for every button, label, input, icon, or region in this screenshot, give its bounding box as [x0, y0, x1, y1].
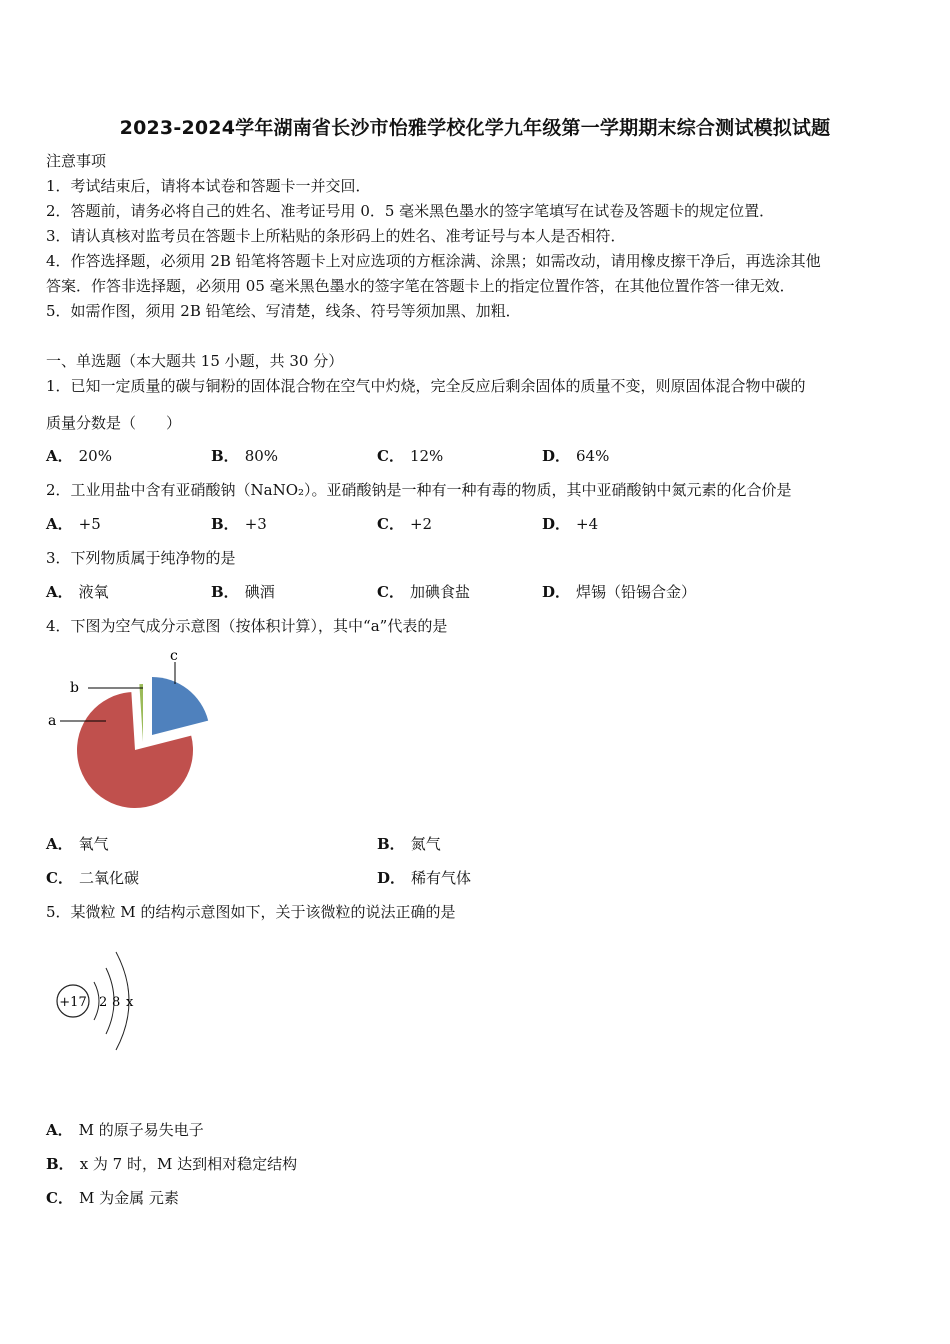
option-label: D． — [542, 447, 571, 465]
option-label: A． — [46, 515, 73, 533]
option-label: B． — [211, 447, 239, 465]
option-text: 氧气 — [78, 835, 109, 853]
option-label: A． — [46, 447, 73, 465]
option-text: 12% — [409, 447, 444, 465]
q1-option-a[interactable] — [46, 446, 112, 466]
option-label: D． — [377, 869, 406, 887]
shell-electrons: 8 — [112, 995, 121, 1010]
option-text: 20% — [78, 447, 112, 465]
label-c: c — [170, 648, 178, 664]
nucleus-charge: +17 — [59, 995, 87, 1010]
option-label: C． — [46, 1189, 73, 1207]
q2-option-b[interactable] — [211, 514, 267, 534]
option-text: +5 — [78, 515, 101, 533]
label-b: b — [70, 680, 79, 696]
option-label: C． — [377, 515, 404, 533]
option-text: 64% — [576, 447, 610, 465]
question-3-text: 3．下列物质属于纯净物的是 — [46, 549, 236, 567]
option-text: 液氧 — [78, 583, 109, 601]
option-label: C． — [377, 447, 404, 465]
notice-item: 答案．作答非选择题，必须用 05 毫米黑色墨水的签字笔在答题卡上的指定位置作答，在其他位置作答一律无效． — [46, 277, 795, 295]
q1-option-c[interactable] — [377, 446, 443, 466]
q4-option-d[interactable] — [377, 868, 471, 888]
option-text: 80% — [244, 447, 279, 465]
shell-electrons: x — [126, 995, 134, 1010]
option-text: M 的原子易失电子 — [78, 1121, 204, 1139]
q5-option-c[interactable] — [46, 1188, 179, 1208]
q2-option-c[interactable] — [377, 514, 432, 534]
question-2-text: 2．工业用盐中含有亚硝酸钠（NaNO₂）。亚硝酸钠是一种有一种有毒的物质，其中亚硝酸钠中氮元素的化合价是 — [46, 481, 792, 499]
option-text: +4 — [576, 515, 599, 533]
option-text: 氮气 — [410, 835, 441, 853]
q2-option-a[interactable] — [46, 514, 101, 534]
notice-item: 2．答题前，请务必将自己的姓名、准考证号用 0．5 毫米黑色墨水的签字笔填写在试卷及答题卡的规定位置． — [46, 202, 775, 220]
page-title: 2023-2024学年湖南省长沙市怡雅学校化学九年级第一学期期末综合测试模拟试题 — [119, 117, 831, 139]
section-heading: 一、单选题（本大题共 15 小题，共 30 分） — [46, 352, 344, 370]
option-label: D． — [542, 583, 571, 601]
q1-option-b[interactable] — [211, 446, 278, 466]
notice-item: 1．考试结束后，请将本试卷和答题卡一并交回． — [46, 177, 371, 195]
q3-option-a[interactable] — [46, 582, 109, 602]
question-1-text-cont: 质量分数是（ ） — [46, 414, 182, 432]
atomic-structure-diagram — [50, 940, 150, 1060]
shell-electrons: 2 — [99, 995, 108, 1010]
q3-option-c[interactable] — [377, 582, 470, 602]
option-label: B． — [211, 515, 239, 533]
question-1-text: 1．已知一定质量的碳与铜粉的固体混合物在空气中灼烧，完全反应后剩余固体的质量不变，则原固体混合物中碳的 — [46, 377, 806, 395]
option-text: +2 — [409, 515, 433, 533]
q1-option-d[interactable] — [542, 446, 609, 466]
air-composition-pie-chart — [40, 640, 240, 820]
q5-option-b[interactable] — [46, 1154, 297, 1174]
option-label: A． — [46, 835, 73, 853]
option-label: B． — [377, 835, 405, 853]
option-label: B． — [46, 1155, 74, 1173]
option-label: A． — [46, 583, 73, 601]
q2-option-d[interactable] — [542, 514, 598, 534]
notice-item: 3．请认真核对监考员在答题卡上所粘贴的条形码上的姓名、准考证号与本人是否相符． — [46, 227, 626, 245]
option-label: D． — [542, 515, 571, 533]
option-text: 加碘食盐 — [409, 583, 470, 601]
option-text: 焊锡（铅锡合金） — [576, 583, 697, 601]
q4-option-b[interactable] — [377, 834, 441, 854]
notice-heading: 注意事项 — [46, 152, 107, 170]
option-text: x 为 7 时，M 达到相对稳定结构 — [79, 1155, 298, 1173]
q3-option-b[interactable] — [211, 582, 275, 602]
q3-option-d[interactable] — [542, 582, 696, 602]
q4-option-c[interactable] — [46, 868, 139, 888]
question-5-text: 5．某微粒 M 的结构示意图如下，关于该微粒的说法正确的是 — [46, 903, 456, 921]
option-label: C． — [377, 583, 404, 601]
pie-slice-c — [152, 677, 208, 735]
option-text: 碘酒 — [244, 583, 275, 601]
notice-item: 4．作答选择题，必须用 2B 铅笔将答题卡上对应选项的方框涂满、涂黑；如需改动，请用橡皮擦干净后，再选涂其他 — [46, 252, 821, 270]
q4-option-a[interactable] — [46, 834, 109, 854]
option-text: M 为金属 元素 — [78, 1189, 179, 1207]
option-text: +3 — [244, 515, 267, 533]
option-text: 稀有气体 — [411, 869, 472, 887]
pie-slice-b — [139, 684, 143, 742]
option-label: A． — [46, 1121, 73, 1139]
option-text: 二氧化碳 — [78, 869, 139, 887]
q5-option-a[interactable] — [46, 1120, 204, 1140]
option-label: C． — [46, 869, 73, 887]
question-4-text: 4．下图为空气成分示意图（按体积计算），其中“a”代表的是 — [46, 617, 448, 635]
notice-item: 5．如需作图，须用 2B 铅笔绘、写清楚，线条、符号等须加黑、加粗． — [46, 302, 521, 320]
label-a: a — [48, 713, 57, 729]
option-label: B． — [211, 583, 239, 601]
